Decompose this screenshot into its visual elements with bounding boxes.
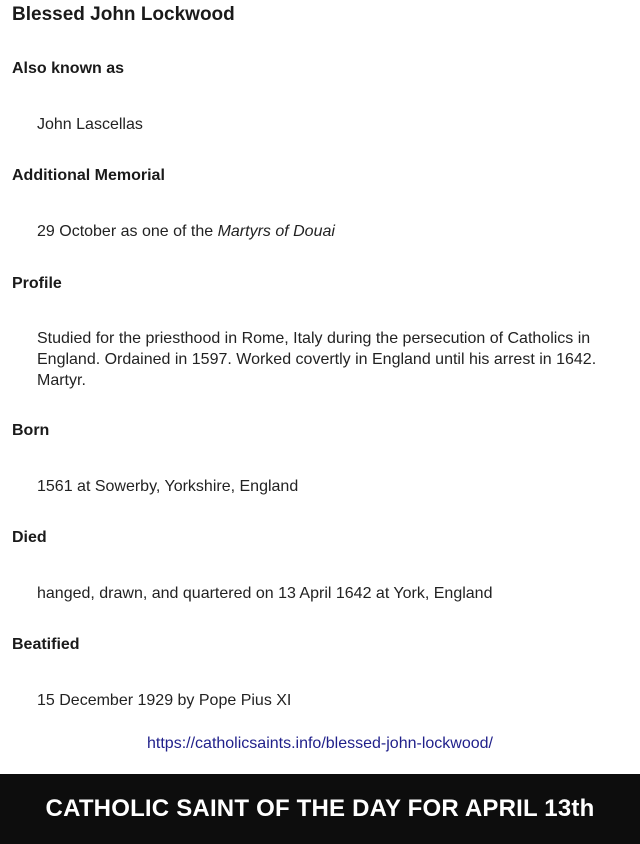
died-heading: Died <box>12 529 47 546</box>
also-known-as-heading: Also known as <box>12 60 125 77</box>
page-title: Blessed John Lockwood <box>12 4 235 25</box>
saint-of-the-day-banner <box>0 774 640 844</box>
additional-memorial-value <box>37 221 632 242</box>
banner-text: CATHOLIC SAINT OF THE DAY FOR APRIL 13th <box>45 795 595 822</box>
source-link[interactable]: https://catholicsaints.info/blessed-john-lockwood/ <box>147 735 493 752</box>
memorial-text: 29 October as one of the <box>37 223 218 240</box>
additional-memorial-heading: Additional Memorial <box>12 167 165 184</box>
died-value: hanged, drawn, and quartered on 13 April 1642 at York, England <box>37 585 493 602</box>
beatified-value: 15 December 1929 by Pope Pius XI <box>37 692 292 709</box>
born-heading: Born <box>12 422 50 439</box>
profile-text: Studied for the priesthood in Rome, Italy during the persecution of Catholics in England. Ordained in 1597. Worked covertly in England until his arrest in 1642. Martyr. <box>37 330 597 389</box>
also-known-as-value: John Lascellas <box>37 116 143 133</box>
born-value: 1561 at Sowerby, Yorkshire, England <box>37 478 299 495</box>
beatified-heading: Beatified <box>12 636 80 653</box>
memorial-emphasis: Martyrs of Douai <box>217 223 335 240</box>
profile-heading: Profile <box>12 275 62 292</box>
